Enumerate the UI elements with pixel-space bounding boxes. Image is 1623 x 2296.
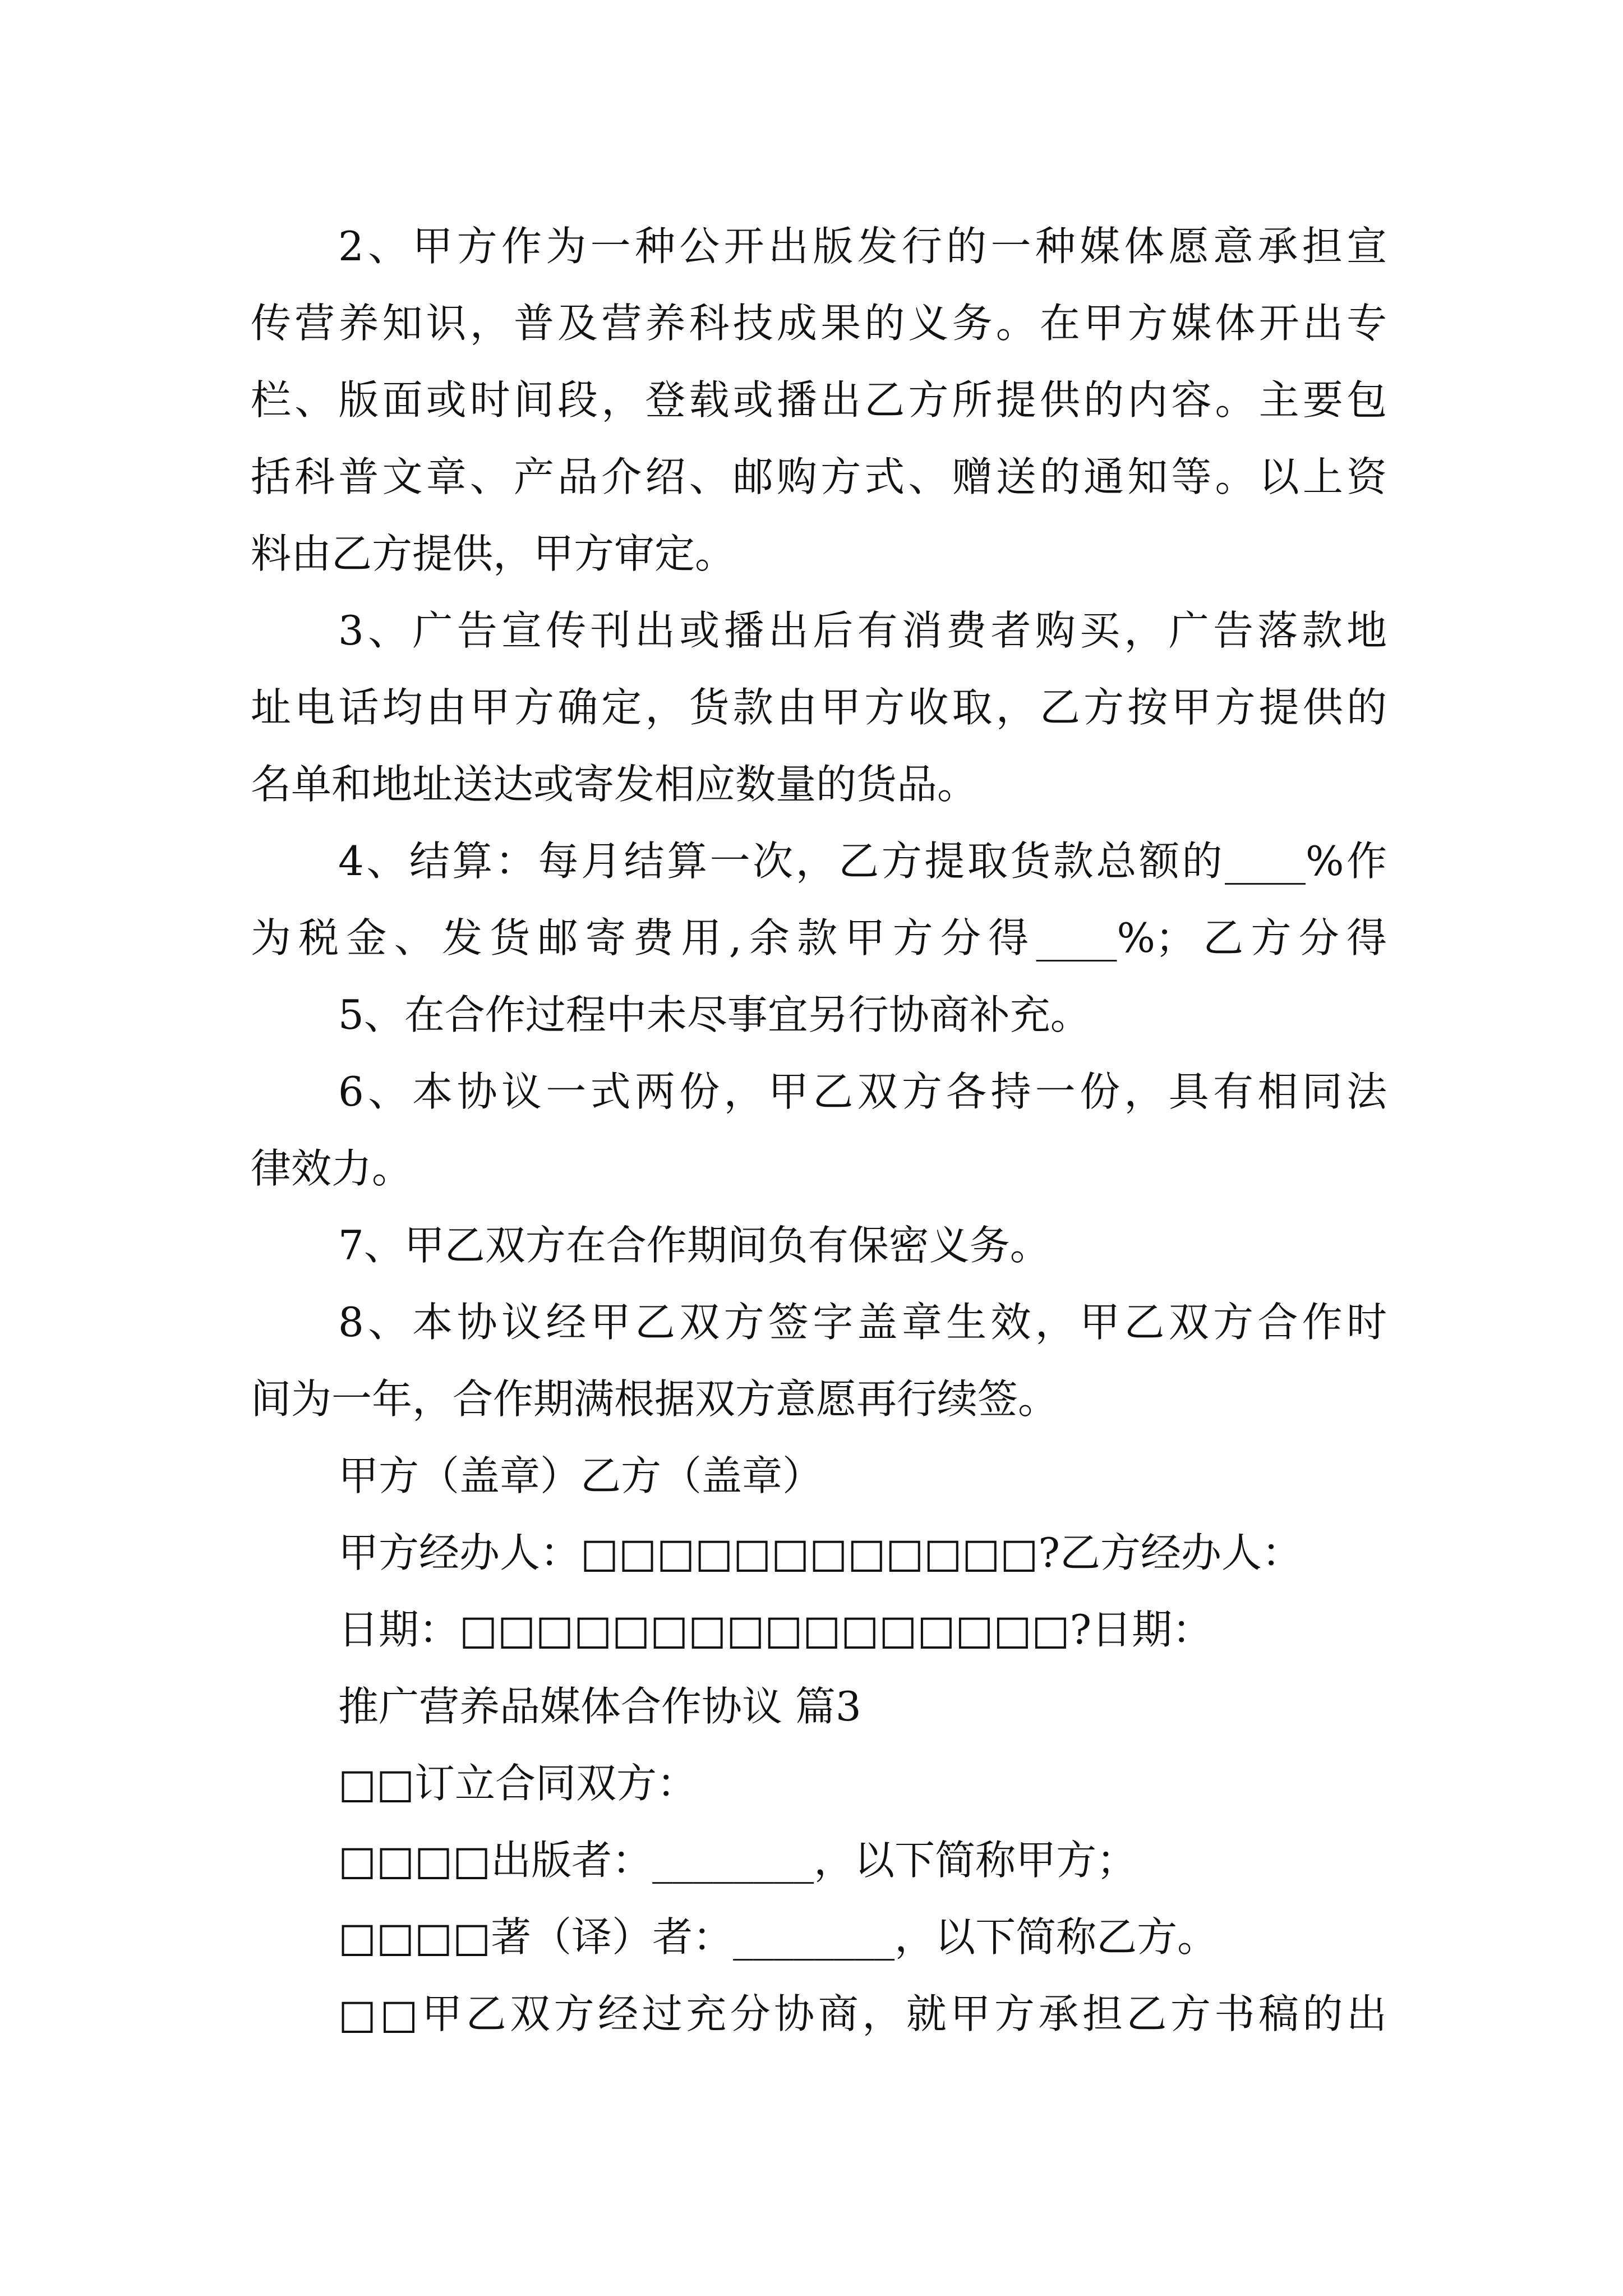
text-line: 3、广告宣传刊出或播出后有消费者购买，广告落款地 xyxy=(338,607,1387,654)
agreement-preamble xyxy=(251,1976,1387,2053)
text-line: □□订立合同双方： xyxy=(338,1760,698,1807)
text-line: 5、在合作过程中未尽事宜另行协商补充。 xyxy=(338,991,1091,1038)
text-line: 2、甲方作为一种公开出版发行的一种媒体愿意承担宣 xyxy=(338,223,1387,270)
clause-8 xyxy=(251,1284,1387,1438)
text-line: 7、甲乙双方在合作期间负有保密义务。 xyxy=(338,1222,1050,1269)
party-publisher xyxy=(251,1822,1387,1899)
text-line: □□□□出版者：________，以下简称甲方； xyxy=(338,1837,1137,1884)
clause-6 xyxy=(251,1053,1387,1207)
heading-line: 推广营养品媒体合作协议 篇3 xyxy=(338,1683,861,1730)
clause-2 xyxy=(251,208,1387,592)
text-line: 日期：□□□□□□□□□□□□□□□□?日期： xyxy=(338,1606,1213,1653)
party-author xyxy=(251,1899,1387,1976)
text-line: 栏、版面或时间段，登载或播出乙方所提供的内容。主要包 xyxy=(251,376,1387,424)
clause-7 xyxy=(251,1207,1387,1284)
text-line: 址电话均由甲方确定，货款由甲方收取，乙方按甲方提供的 xyxy=(251,684,1387,731)
clause-5 xyxy=(251,977,1387,1053)
text-line: 甲方经办人：□□□□□□□□□□□□?乙方经办人： xyxy=(338,1529,1302,1576)
clause-3 xyxy=(251,592,1387,823)
text-line: 传营养知识，普及营养科技成果的义务。在甲方媒体开出专 xyxy=(251,300,1387,347)
signature-dates xyxy=(251,1591,1387,1668)
text-line: □□甲乙双方经过充分协商，就甲方承担乙方书稿的出 xyxy=(338,1990,1387,2037)
clause-4 xyxy=(251,823,1387,977)
signature-agents xyxy=(251,1515,1387,1591)
parties-intro xyxy=(251,1745,1387,1822)
document-body xyxy=(251,208,1387,2053)
text-line: 名单和地址送达或寄发相应数量的货品。 xyxy=(251,761,978,808)
text-line: 括科普文章、产品介绍、邮购方式、赠送的通知等。以上资 xyxy=(251,453,1387,500)
text-line: 8、本协议经甲乙双方签字盖章生效，甲乙双方合作时 xyxy=(338,1299,1387,1346)
text-line: 6、本协议一式两份，甲乙双方各持一份，具有相同法 xyxy=(338,1068,1387,1115)
text-line: 料由乙方提供，甲方审定。 xyxy=(251,530,736,577)
text-line: □□□□著（译）者：________，以下简称乙方。 xyxy=(338,1913,1218,1961)
signature-seals xyxy=(251,1438,1387,1515)
text-line: 甲方（盖章）乙方（盖章） xyxy=(338,1452,823,1499)
text-line: 4、结算：每月结算一次，乙方提取货款总额的____%作 xyxy=(338,838,1387,885)
section-heading xyxy=(251,1668,1387,1745)
text-line: 间为一年，合作期满根据双方意愿再行续签。 xyxy=(251,1375,1059,1423)
text-line: 律效力。 xyxy=(251,1145,413,1192)
text-line: 为税金、发货邮寄费用,余款甲方分得____%；乙方分得 xyxy=(251,914,1387,961)
